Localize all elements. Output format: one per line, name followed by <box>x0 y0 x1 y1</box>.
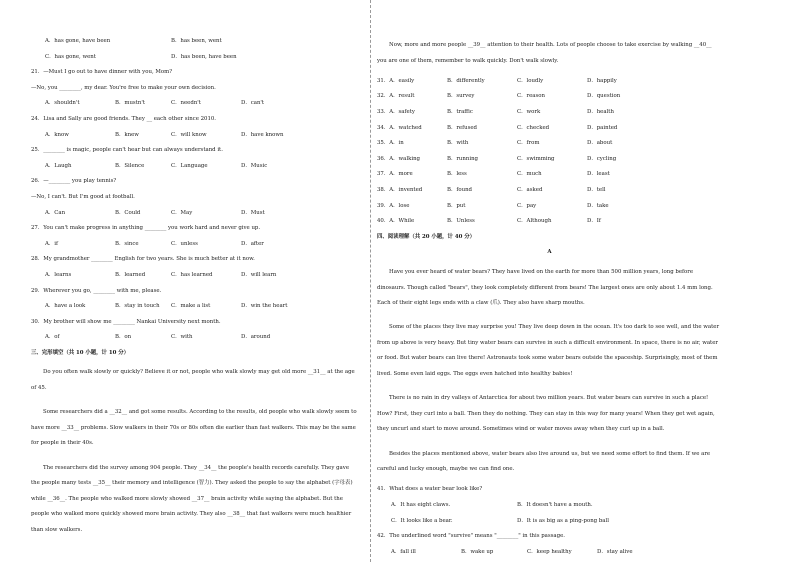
cloze-option-row <box>377 156 722 163</box>
option[interactable]: D．painted <box>587 124 618 131</box>
option[interactable]: B．stay in touch <box>115 303 160 310</box>
question-stem: —No, you ________, my dear. You're free to make your own decision. <box>31 84 216 91</box>
options-row <box>31 334 359 341</box>
passage-paragraph: Some researchers did a __32__ and got some results. According to the results, old people who walk slowly seem to have more __33__ problems. Slow walkers in their 70s or 80s often die earlier than fast walkers. This may be the same for people in their 40s. <box>31 409 357 447</box>
option[interactable]: B．has been, went <box>171 38 222 44</box>
option[interactable]: B．since <box>115 240 139 247</box>
reading-paragraph: There is no rain in dry valleys of Antarctica for about two million years. But water bears can survive in such a place! How? First, they curl into a ball. Then they do nothing. They can stay in this way for many years! When they get wet again, they uncurl and start to move around. Sometimes wind or water moves away when they curl up in a ball. <box>377 395 715 433</box>
question-stem: 41．What does a water bear look like? <box>377 486 483 493</box>
right-column <box>377 38 722 564</box>
reading-paragraph: Besides the places mentioned above, water bears also live around us, but we need some effort to find them. If we are careful and lucky enough, maybe we can find one. <box>377 450 711 473</box>
option[interactable]: B．on <box>115 334 132 341</box>
cloze-option-row <box>377 187 722 194</box>
option[interactable]: B．traffic <box>447 108 473 115</box>
option[interactable]: C．asked <box>517 186 543 193</box>
option[interactable]: C．much <box>517 171 542 178</box>
option[interactable]: D．have known <box>241 131 284 138</box>
passage-paragraph: Do you often walk slowly or quickly? Believe it or not, people who walk slowly may get old more __31__ at the age of 45. <box>31 369 355 392</box>
q20-options-row2 <box>31 54 359 61</box>
option[interactable]: A．has gone, have been <box>45 38 111 44</box>
option[interactable]: B．Silence <box>115 162 145 169</box>
option[interactable]: 31．A．easily <box>377 77 415 84</box>
option[interactable]: C．with <box>171 334 193 341</box>
option[interactable]: C．will know <box>171 131 207 138</box>
cloze-option-row <box>377 171 722 178</box>
option[interactable]: B．put <box>447 202 466 209</box>
option[interactable]: B．wake up <box>461 548 494 555</box>
option[interactable]: 35．A．in <box>377 140 404 147</box>
options-row <box>31 303 359 310</box>
option[interactable]: C．Although <box>517 218 552 225</box>
question-stem: 28．My grandmother ________ English for two years. She is much better at it now. <box>31 256 255 263</box>
option[interactable]: A．It has eight claws. <box>391 502 451 508</box>
option[interactable]: D．question <box>587 93 621 100</box>
column-divider <box>370 0 371 562</box>
option[interactable]: C．reason <box>517 93 545 100</box>
option[interactable]: C．needn't <box>171 100 201 107</box>
option[interactable]: D．tell <box>587 186 606 193</box>
option[interactable]: D．can't <box>241 100 265 107</box>
option[interactable]: D．Must <box>241 209 265 216</box>
option[interactable]: D．take <box>587 202 609 209</box>
option[interactable]: A．Laugh <box>45 162 72 169</box>
option[interactable]: B．knew <box>115 131 139 138</box>
option[interactable]: D．about <box>587 140 613 147</box>
options-row <box>31 272 359 279</box>
option[interactable]: 34．A．watched <box>377 124 422 131</box>
option[interactable]: D．least <box>587 171 610 178</box>
option[interactable]: 33．A．safety <box>377 108 415 115</box>
option[interactable]: B．refused <box>447 124 477 131</box>
cloze-options-list <box>377 78 722 225</box>
cloze-option-row <box>377 93 722 100</box>
option[interactable]: B．It doesn't have a mouth. <box>517 502 593 508</box>
left-column <box>31 38 359 547</box>
option[interactable]: C．keep healthy <box>527 548 572 555</box>
option[interactable]: C．checked <box>517 124 550 131</box>
options-row <box>31 241 359 248</box>
reading-paragraph: Some of the places they live may surprise you! They live deep down in the ocean. It's too dark to see well, and the water from up above is very heavy. But tiny water bears can survive in such a difficult environment. In space, there is no air, water or food. But water bears can live there! Astronauts took some water bears outside the spaceship. Surprisingly, most of them lived. Some even laid eggs. The eggs even hatched into healthy babies! <box>377 324 720 378</box>
option[interactable]: C．It looks like a bear. <box>391 517 453 524</box>
options-row <box>31 100 359 107</box>
option[interactable]: B．mustn't <box>115 100 145 107</box>
question-stem: 30．My brother will show me ________ Nankai University next month. <box>31 318 221 325</box>
q20-options-row1 <box>31 38 359 45</box>
option[interactable]: C．make a list <box>171 303 211 310</box>
option[interactable]: C．has learned <box>171 271 213 278</box>
option[interactable]: D．Music <box>241 162 268 169</box>
options-row <box>377 549 722 556</box>
option[interactable]: A．Can <box>45 209 66 216</box>
option[interactable]: D．It is as big as a ping-pong ball <box>517 517 609 524</box>
options-row <box>377 518 722 525</box>
option[interactable]: D．around <box>241 334 271 341</box>
option[interactable]: 32．A．result <box>377 93 415 100</box>
option[interactable]: A．learns <box>45 271 72 278</box>
option[interactable]: 39．A．lose <box>377 202 410 209</box>
question-stem: —No, I can't. But I'm good at football. <box>31 193 135 200</box>
option[interactable]: D．cycling <box>587 155 617 162</box>
option[interactable]: 37．A．more <box>377 171 413 178</box>
cloze-option-row <box>377 203 722 210</box>
option[interactable]: B．learned <box>115 271 146 278</box>
option[interactable]: A．if <box>45 240 59 247</box>
option[interactable]: D．will learn <box>241 271 277 278</box>
cloze-option-row <box>377 218 722 225</box>
section-heading-cloze: 三、完形填空（共 10 小题，计 10 分） <box>31 349 129 356</box>
question-stem: 24．Lisa and Sally are good friends. They __ each other since 2010. <box>31 115 217 122</box>
cloze-option-row <box>377 140 722 147</box>
option[interactable]: B．differently <box>447 77 485 84</box>
option[interactable]: D．after <box>241 240 264 247</box>
question-stem: 42．The underlined word "survive" means "________" in this passage. <box>377 533 565 540</box>
option[interactable]: B．less <box>447 171 467 178</box>
option[interactable]: D．happily <box>587 77 617 84</box>
cloze-option-row <box>377 125 722 132</box>
options-row <box>31 210 359 217</box>
question-stem: 21．—Must I go out to have dinner with you, Mom? <box>31 69 173 76</box>
option[interactable]: A．fall ill <box>391 548 416 555</box>
option[interactable]: C．from <box>517 140 540 147</box>
option[interactable]: D．has been, have been <box>171 53 237 60</box>
question-stem: 27．You can't make progress in anything ________ you work hard and never give up. <box>31 225 261 232</box>
option[interactable]: A．have a look <box>45 303 86 310</box>
option[interactable]: B．with <box>447 140 469 147</box>
options-row <box>377 502 722 509</box>
option[interactable]: D．stay alive <box>597 548 633 555</box>
option[interactable]: C．May <box>171 209 193 216</box>
question-stem: 25．________ is magic, people can't hear but can always understand it. <box>31 147 223 154</box>
option[interactable]: D．win the heart <box>241 303 288 310</box>
question-stem: 29．Wherever you go, ________ with me, please. <box>31 287 162 294</box>
option[interactable]: D．If <box>587 218 601 225</box>
option[interactable]: C．Language <box>171 162 208 169</box>
options-row <box>31 163 359 170</box>
option[interactable]: B．Unless <box>447 218 475 225</box>
cloze-option-row <box>377 78 722 85</box>
option[interactable]: 36．A．walking <box>377 155 420 162</box>
option[interactable]: C．has gone, went <box>45 53 96 60</box>
option[interactable]: D．health <box>587 108 614 115</box>
passage-label: A <box>547 249 552 256</box>
option[interactable]: C．work <box>517 108 541 115</box>
option[interactable]: A．of <box>45 334 60 341</box>
option[interactable]: 38．A．invented <box>377 186 423 193</box>
option[interactable]: C．pay <box>517 202 537 209</box>
options-row <box>31 132 359 139</box>
passage-paragraph: The researchers did the survey among 904 people. They __34__ the people's health records carefully. They gave the people many tests __35__ their memory and intelligence (智力). They asked the people to say the alphabet (字母表) while __36__. The people who walked more slowly showed __37__ brain activity while saying the alphabet. But the people who walked more quickly showed more brain activity. They also __38__ that fast walkers were much healthier than slow walkers. <box>31 464 353 533</box>
option[interactable]: B．survey <box>447 93 475 100</box>
option[interactable]: B．running <box>447 155 478 162</box>
option[interactable]: C．unless <box>171 240 198 247</box>
reading-paragraph: Have you ever heard of water bears? They have lived on the earth for more than 500 million years, long before dinosaurs. Though called "bears", they look completely different from bears! The largest ones are only about 1.4 mm long. Each of their eight legs ends with a claw (爪). They also have sharp mouths. <box>377 268 713 307</box>
question-stem: 26．—________ you play tennis? <box>31 178 117 185</box>
option[interactable]: B．found <box>447 186 472 193</box>
passage-paragraph: Now, more and more people __39__ attention to their health. Lots of people choose to take exercise by walking __40__ you are one of them, remember to walk quickly. Don't walk slowly. <box>377 42 712 64</box>
option[interactable]: A．know <box>45 131 69 138</box>
option[interactable]: A．shouldn't <box>45 100 80 107</box>
option[interactable]: C．swimming <box>517 155 555 162</box>
option[interactable]: C．loudly <box>517 77 544 84</box>
option[interactable]: 40．A．While <box>377 218 415 225</box>
option[interactable]: B．Could <box>115 209 141 216</box>
cloze-option-row <box>377 109 722 116</box>
section-heading-reading: 四、阅读理解（共 20 小题，计 40 分） <box>377 233 475 240</box>
